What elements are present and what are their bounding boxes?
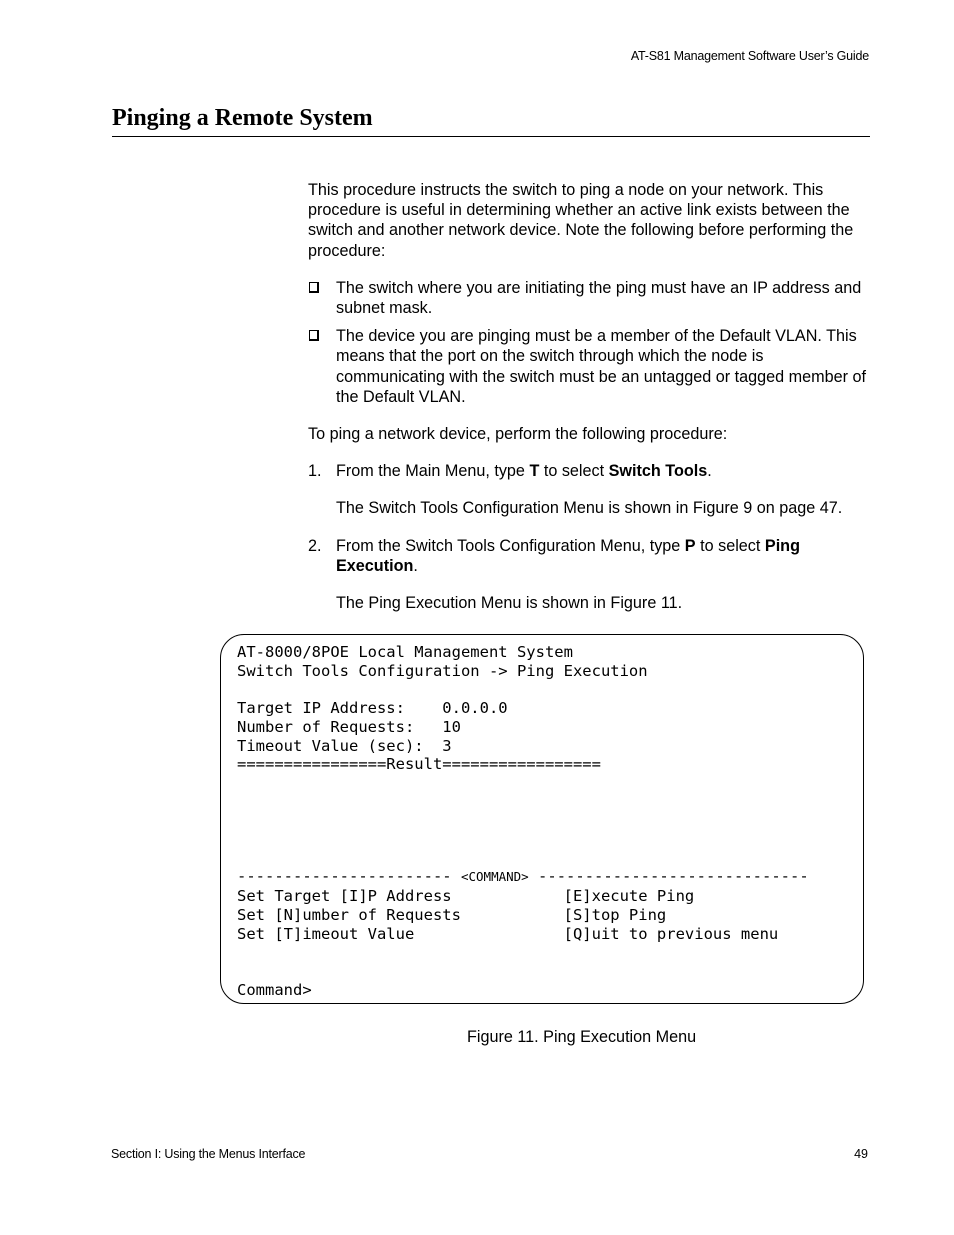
result-divider: ================Result================= xyxy=(237,755,601,774)
figure-caption: Figure 11. Ping Execution Menu xyxy=(467,1028,697,1046)
command-divider-right: ----------------------------- xyxy=(528,867,809,886)
menu-target: Switch Tools xyxy=(608,462,708,481)
option-row: Set [N]umber of Requests [S]top Ping xyxy=(237,905,667,924)
intro-paragraph: This procedure instructs the switch to ping a node on your network. This procedure is useful in determining whether an active link exists between the switch and another network device. Note the following before performing the procedure: xyxy=(308,181,854,260)
checkbox-bullet-icon xyxy=(309,330,319,341)
step-text xyxy=(336,461,872,481)
bullet-text: The switch where you are initiating the ping must have an IP address and subnet mask. xyxy=(336,278,862,318)
step-note: The Switch Tools Configuration Menu is shown in Figure 9 on page 47. xyxy=(336,499,843,518)
step-text-part: to select xyxy=(539,462,609,481)
step-text xyxy=(336,536,872,576)
system-name: AT-8000/8POE Local Management System xyxy=(237,643,573,661)
requests-field: Number of Requests: 10 xyxy=(237,717,461,736)
timeout-field: Timeout Value (sec): 3 xyxy=(237,736,452,755)
section-title: Pinging a Remote System xyxy=(112,105,870,137)
key-letter: P xyxy=(684,536,696,555)
bullet-text: The device you are pinging must be a member of the Default VLAN. This means that the port on the switch through which the node is communicating with the switch must be an untagged or tagged member of the Default VLAN. xyxy=(336,327,866,406)
bullet-list xyxy=(308,278,872,407)
command-divider-left: ----------------------- xyxy=(237,867,461,886)
step-text-part: to select xyxy=(695,536,765,555)
option-row: Set Target [I]P Address [E]xecute Ping xyxy=(237,887,695,906)
checkbox-bullet-icon xyxy=(309,282,319,293)
step-text-part: From the Switch Tools Configuration Menu, type xyxy=(336,536,685,555)
body-text xyxy=(308,180,872,630)
terminal-text xyxy=(237,643,809,999)
footer-section: Section I: Using the Menus Interface xyxy=(111,1147,306,1161)
procedure-step xyxy=(308,461,872,518)
step-text-part: . xyxy=(413,556,418,575)
page-number: 49 xyxy=(854,1147,868,1161)
step-text-part: From the Main Menu, type xyxy=(336,462,530,481)
procedure-steps xyxy=(308,461,872,613)
list-item xyxy=(308,326,872,407)
key-letter: T xyxy=(529,462,540,481)
running-header: AT-S81 Management Software User’s Guide xyxy=(630,49,869,63)
command-prompt: Command> xyxy=(237,980,312,999)
menu-target: Ping Execution xyxy=(336,536,800,575)
step-note: The Ping Execution Menu is shown in Figure 11. xyxy=(336,594,683,613)
step-number: 1. xyxy=(308,462,322,481)
target-ip-field: Target IP Address: 0.0.0.0 xyxy=(237,699,508,718)
procedure-intro: To ping a network device, perform the following procedure: xyxy=(308,425,728,444)
procedure-step xyxy=(308,536,872,614)
menu-path: Switch Tools Configuration -> Ping Execution xyxy=(237,661,648,680)
step-number: 2. xyxy=(308,536,322,555)
option-row: Set [T]imeout Value [Q]uit to previous menu xyxy=(237,924,779,943)
terminal-screen xyxy=(220,634,864,1004)
list-item xyxy=(308,278,872,318)
command-label: <COMMAND> xyxy=(460,869,529,885)
step-text-part: . xyxy=(707,462,712,481)
